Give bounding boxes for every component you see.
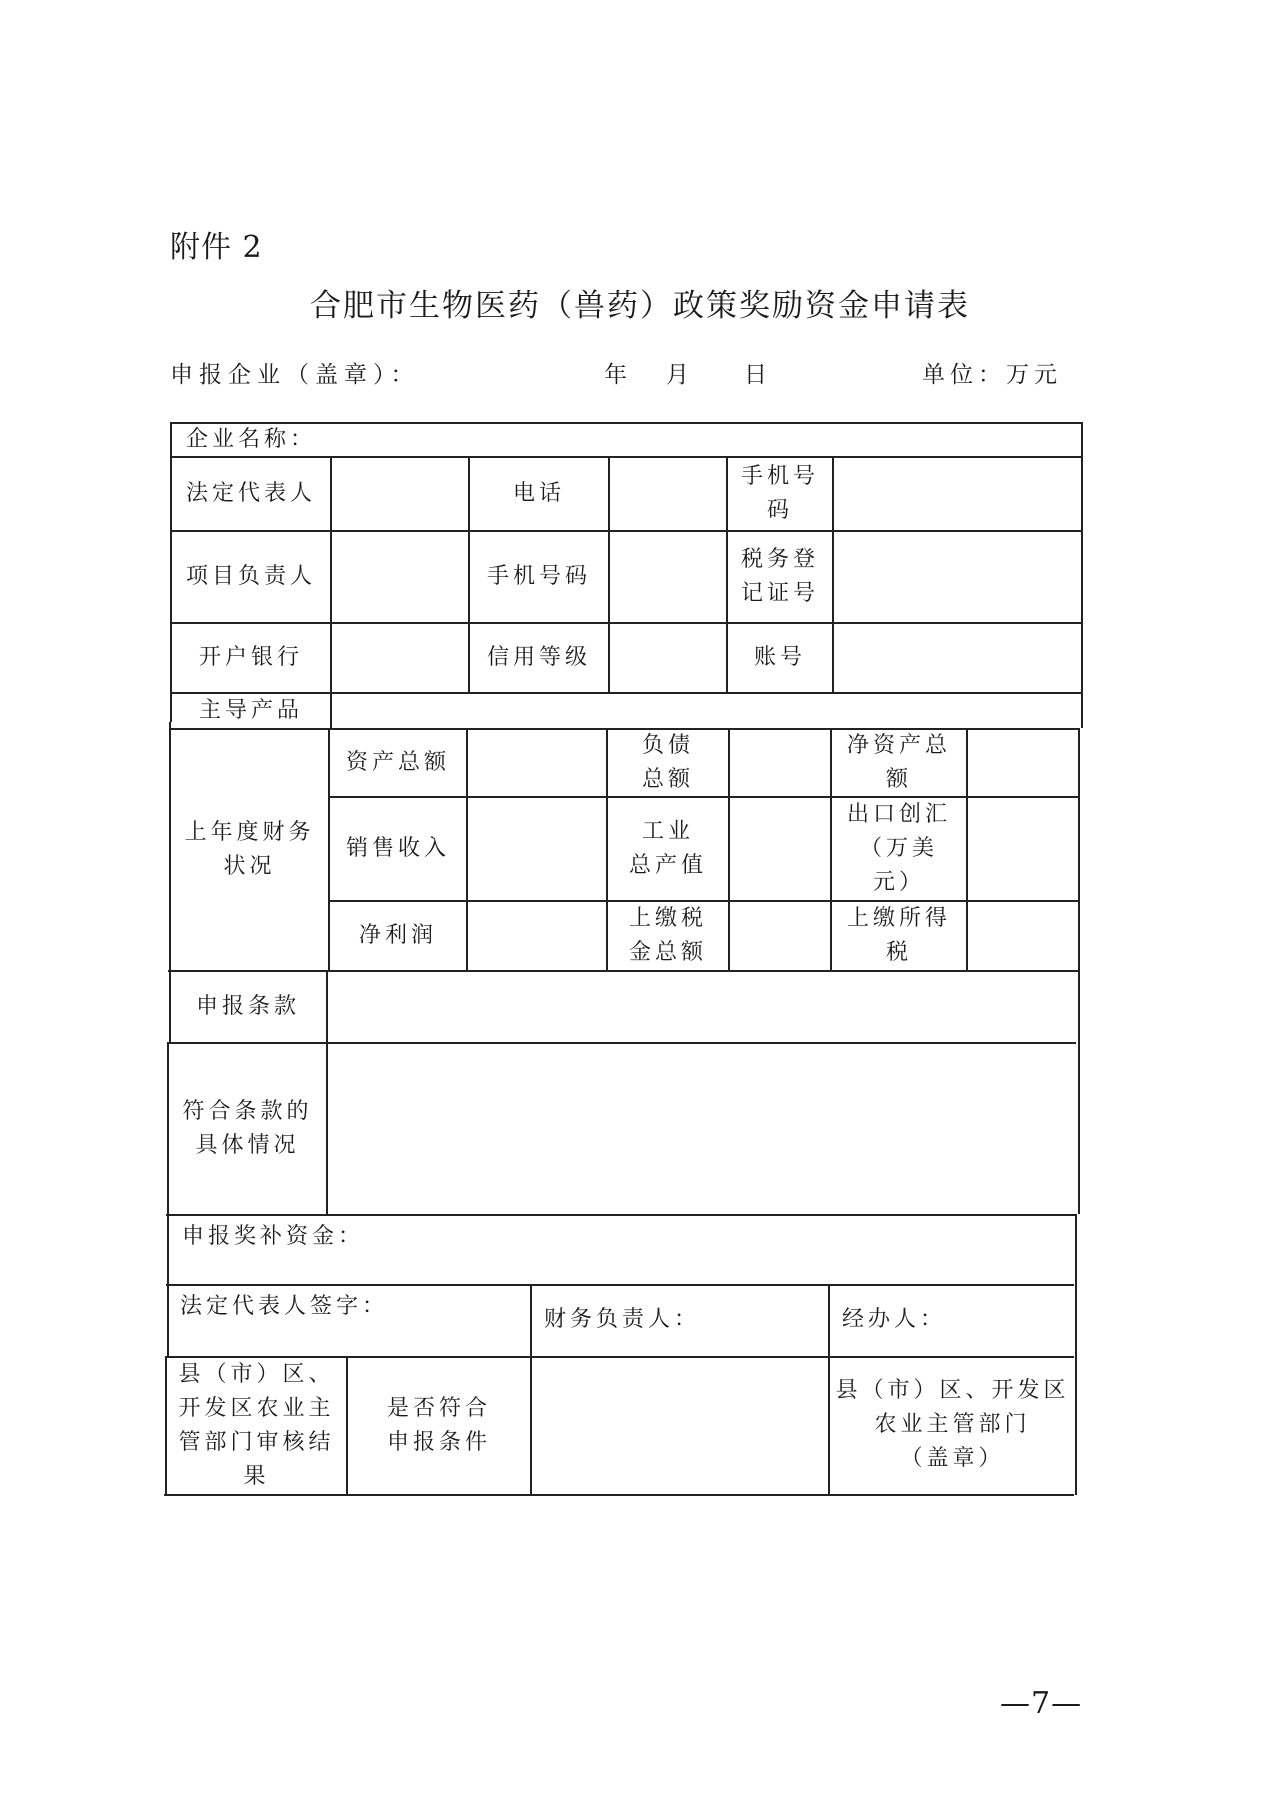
dept-seal-label: 县（市）区、开发区 农业主管部门 （盖章） [835, 1378, 1070, 1471]
net-profit-label: 净利润 [358, 923, 437, 948]
total-assets-label: 资产总额 [345, 750, 450, 775]
total-liabilities-label: 负债 总额 [641, 733, 694, 792]
net-assets-value[interactable] [968, 730, 1078, 796]
income-tax-label: 上缴所得 税 [846, 906, 951, 965]
sales-label: 销售收入 [345, 836, 450, 861]
table-border-right [1075, 1214, 1077, 1495]
review-result-label: 县（市）区、 开发区农业主 管部门审核结 果 [178, 1362, 335, 1489]
account-label: 账号 [753, 645, 806, 670]
applicant-company-label: 申报企业（盖章）： [170, 362, 420, 388]
account-value[interactable] [834, 624, 1080, 692]
page-number: —7— [1000, 1686, 1083, 1721]
project-mobile-value[interactable] [610, 532, 726, 622]
total-assets-value[interactable] [468, 730, 606, 796]
finance-head-label: 财务负责人： [544, 1307, 701, 1332]
month-label: 月 [666, 362, 695, 388]
legal-rep-label: 法定代表人 [185, 481, 316, 506]
net-assets-label: 净资产总 额 [846, 733, 951, 792]
finance-section-label: 上年度财务 状况 [184, 820, 315, 879]
net-profit-value[interactable] [468, 902, 606, 970]
clause-label: 申报条款 [195, 994, 300, 1019]
legal-signature-label: 法定代表人签字： [180, 1294, 389, 1319]
credit-label: 信用等级 [486, 645, 591, 670]
phone-value[interactable] [610, 458, 726, 530]
row-divider [166, 1284, 1074, 1286]
clause-detail-value[interactable] [328, 1044, 1078, 1214]
table-border-right [1078, 728, 1080, 1214]
export-value[interactable] [968, 798, 1078, 900]
tax-reg-label: 税务登 记证号 [740, 547, 819, 606]
form-title: 合肥市生物医药（兽药）政策奖励资金申请表 [310, 288, 970, 324]
row-divider [166, 1214, 1076, 1216]
funds-label: 申报奖补资金： [182, 1224, 365, 1249]
clause-detail-label: 符合条款的 具体情况 [182, 1099, 313, 1158]
income-tax-value[interactable] [968, 902, 1078, 970]
main-product-value[interactable] [332, 694, 1080, 728]
sales-value[interactable] [468, 798, 606, 900]
taxes-paid-label: 上缴税 金总额 [628, 906, 707, 965]
tax-reg-value[interactable] [834, 532, 1080, 622]
mobile-label: 手机号 码 [740, 464, 819, 523]
legal-rep-value[interactable] [332, 458, 468, 530]
export-label: 出口创汇 （万美 元） [846, 802, 951, 895]
clause-value[interactable] [328, 972, 1078, 1042]
mobile-value[interactable] [834, 458, 1080, 530]
credit-value[interactable] [610, 624, 726, 692]
industrial-output-label: 工业 总产值 [628, 819, 707, 878]
table-border-right [1081, 422, 1083, 728]
phone-label: 电话 [512, 481, 565, 506]
eligibility-label: 是否符合 申报条件 [386, 1396, 491, 1455]
unit-label: 单位：万元 [922, 362, 1062, 388]
eligibility-value[interactable] [532, 1358, 828, 1494]
bank-label: 开户银行 [198, 645, 303, 670]
project-mobile-label: 手机号码 [486, 564, 591, 589]
table-border-bottom [164, 1494, 1074, 1496]
project-lead-value[interactable] [332, 532, 468, 622]
total-liabilities-value[interactable] [730, 730, 830, 796]
project-lead-label: 项目负责人 [185, 564, 316, 589]
handler-label: 经办人： [842, 1307, 947, 1332]
attachment-label: 附件 2 [170, 230, 263, 265]
bank-value[interactable] [332, 624, 468, 692]
taxes-paid-value[interactable] [730, 902, 830, 970]
main-product-label: 主导产品 [198, 698, 303, 723]
industrial-output-value[interactable] [730, 798, 830, 900]
day-label: 日 [744, 362, 773, 388]
year-label: 年 [604, 362, 633, 388]
company-name-label: 企业名称： [186, 427, 317, 452]
